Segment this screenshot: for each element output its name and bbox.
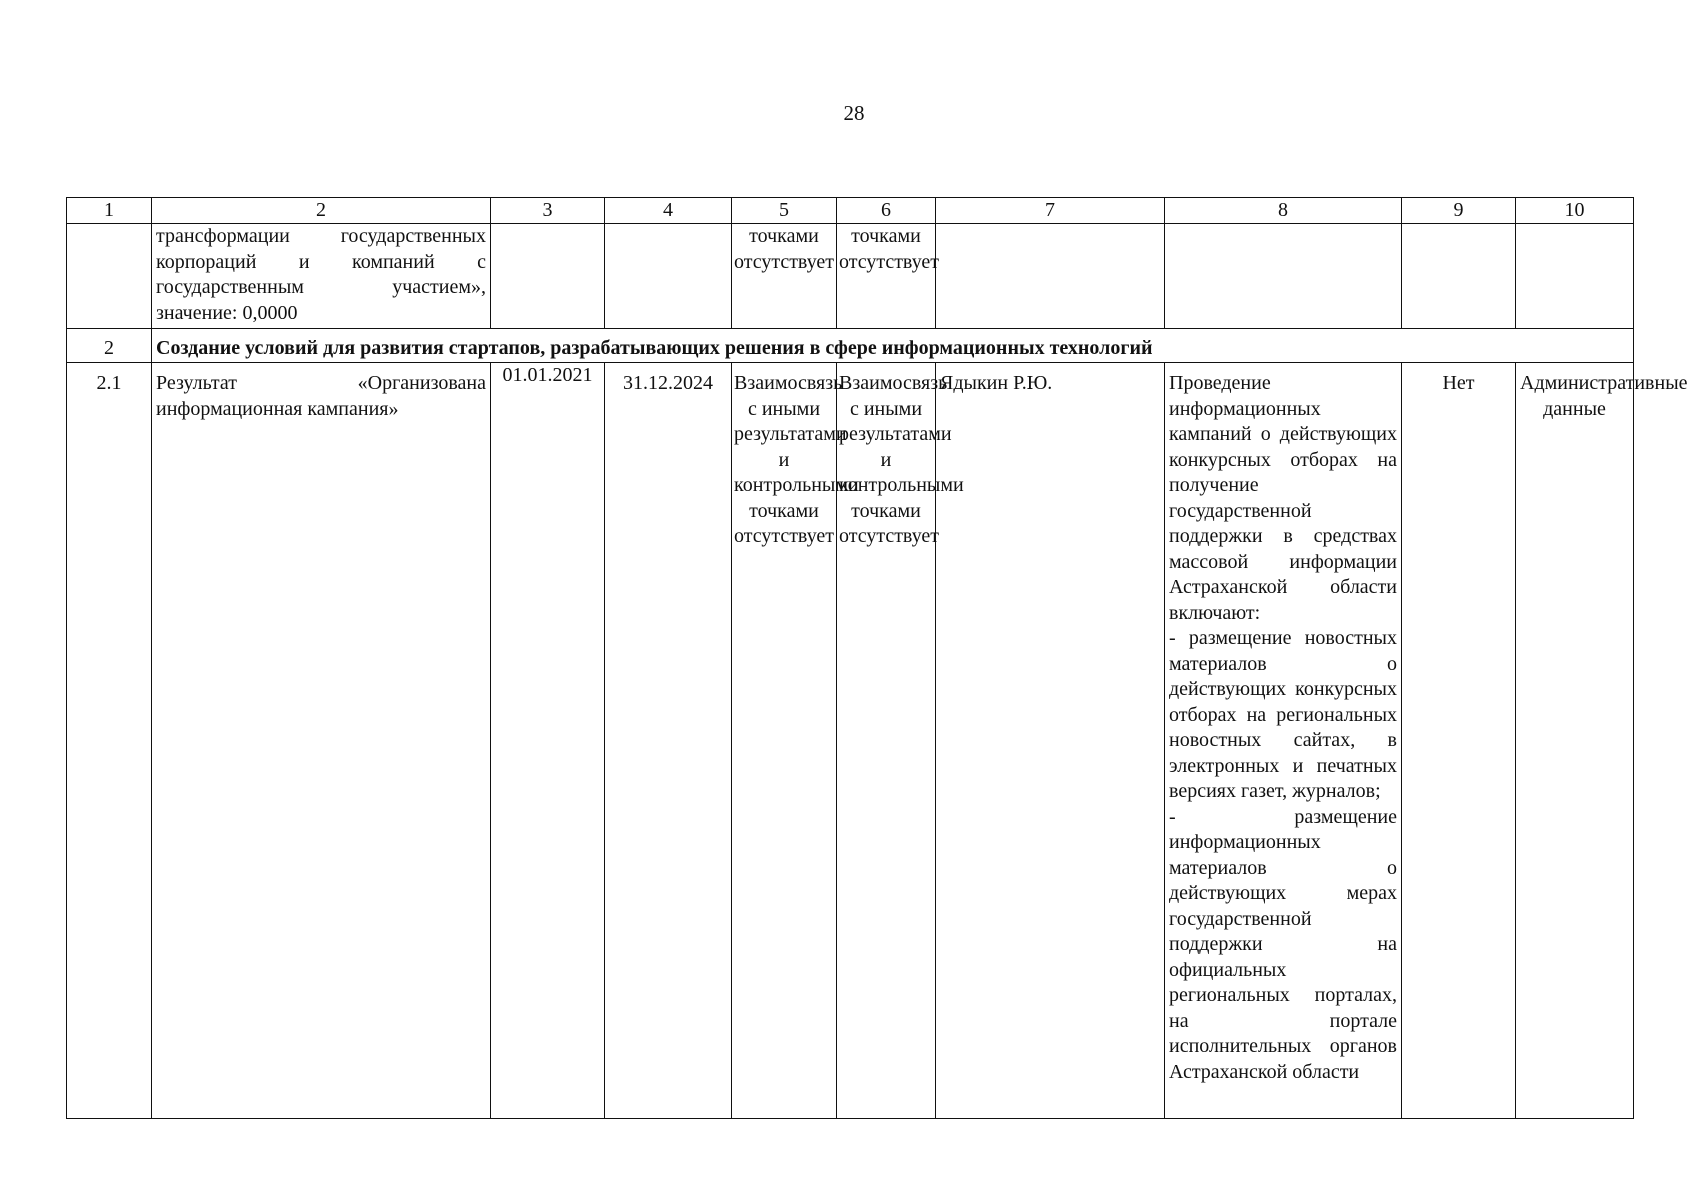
cell-empty (1402, 224, 1516, 329)
header-col-6: 6 (837, 198, 936, 224)
cell-empty (605, 224, 732, 329)
cell-empty (1516, 224, 1634, 329)
result-col6-cell: Взаимосвязь с иными результатами и контрольными точками отсутствует (837, 363, 936, 1119)
section-number: 2 (67, 329, 152, 363)
header-col-1: 1 (67, 198, 152, 224)
result-end-date: 31.12.2024 (605, 363, 732, 1119)
continuation-col6-cell: точками отсутствует (837, 224, 936, 329)
section-title: Создание условий для развития стартапов, разрабатывающих решения в сфере информационных технологий (152, 329, 1634, 363)
result-name: Результат «Организована информационная кампания» (152, 363, 491, 1119)
header-col-8: 8 (1165, 198, 1402, 224)
header-col-2: 2 (152, 198, 491, 224)
result-description-cell (1165, 363, 1402, 1119)
result-col10: Административные данные (1516, 363, 1634, 1119)
header-col-3: 3 (491, 198, 605, 224)
header-col-10: 10 (1516, 198, 1634, 224)
header-col-4: 4 (605, 198, 732, 224)
continuation-col5-cell: точками отсутствует (732, 224, 837, 329)
result-responsible: Ядыкин Р.Ю. (936, 363, 1165, 1119)
cell-empty (491, 224, 605, 329)
cell-empty (67, 224, 152, 329)
result-number: 2.1 (67, 363, 152, 1119)
result-description: Проведение информационных кампаний о действующих конкурсных отборах на получение государственной поддержки в средствах массовой информации Астраханской области включают: (1169, 372, 1397, 624)
header-col-5: 5 (732, 198, 837, 224)
result-row (67, 363, 1634, 1119)
plan-table (66, 197, 1688, 1119)
continuation-name-cell: трансформации государственных корпораций и компаний с государственным участием», значение: 0,0000 (152, 224, 491, 329)
cell-empty (936, 224, 1165, 329)
header-col-9: 9 (1402, 198, 1516, 224)
page-number: 28 (843, 101, 865, 125)
result-bullet-1: - размещение новостных материалов о действующих конкурсных отборах на региональных новостных сайтах, в электронных и печатных версиях газет, журналов; (1169, 627, 1397, 802)
header-row (67, 198, 1634, 224)
continuation-row (67, 224, 1634, 329)
cell-empty (1165, 224, 1402, 329)
section-row (67, 329, 1634, 363)
result-bullet-2: - размещение информационных материалов о действующих мерах государственной поддержки на официальных региональных порталах, на портале исполнительных органов Астраханской области (1169, 805, 1397, 1083)
result-start-date: 01.01.2021 (491, 363, 605, 1119)
header-col-7: 7 (936, 198, 1165, 224)
result-col9: Нет (1402, 363, 1516, 1119)
result-col5-cell: Взаимосвязь с иными результатами и контрольными точками отсутствует (732, 363, 837, 1119)
